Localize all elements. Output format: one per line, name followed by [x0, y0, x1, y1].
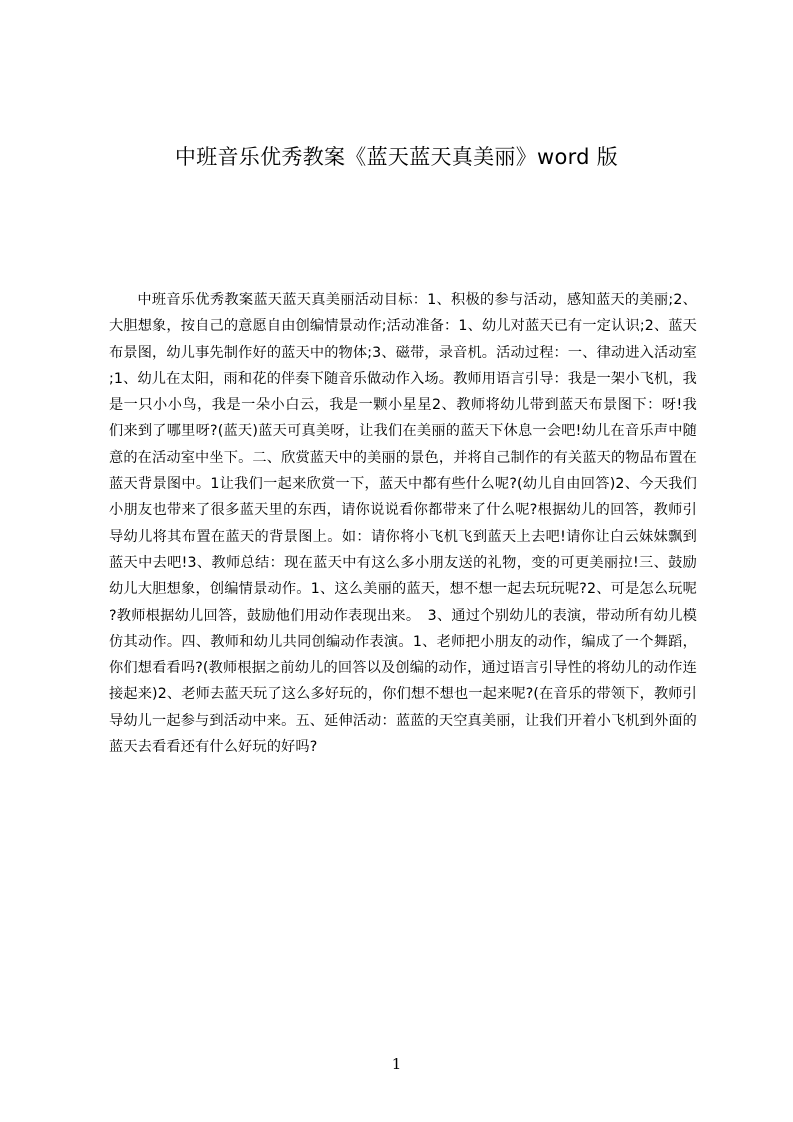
document-title: 中班音乐优秀教案《蓝天蓝天真美丽》word 版 [174, 145, 619, 169]
body-paragraph: 中班音乐优秀教案蓝天蓝天真美丽活动目标：1、积极的参与活动，感知蓝天的美丽;2、大胆想象，按自己的意愿自由创编情景动作;活动准备：1、幼儿对蓝天已有一定认识;2、蓝天布景图，幼儿事先制作好的蓝天中的物体;3、磁带，录音机。活动过程：一、律动进入活动室;1、幼儿在太阳，雨和花的伴奏下随音乐做动作入场。教师用语言引导：我是一架小飞机，我是一只小小鸟，我是一朵小白云，我是一颗小星星2、教师将幼儿带到蓝天布景图下：呀!我们来到了哪里呀?(蓝天)蓝天可真美呀，让我们在美丽的蓝天下休息一会吧!幼儿在音乐声中随意的在活动室中坐下。二、欣赏蓝天中的美丽的景色，并将自己制作的有关蓝天的物品布置在蓝天背景图中。1让我们一起来欣赏一下，蓝天中都有些什么呢?(幼儿自由回答)2、今天我们小朋友也带来了很多蓝天里的东西，请你说说看你都带来了什么呢?根据幼儿的回答，教师引导幼儿将其布置在蓝天的背景图上。如：请你将小飞机飞到蓝天上去吧!请你让白云妹妹飘到蓝天中去吧!3、教师总结：现在蓝天中有这么多小朋友送的礼物，变的可更美丽拉!三、鼓励幼儿大胆想象，创编情景动作。1、这么美丽的蓝天，想不想一起去玩玩呢?2、可是怎么玩呢?教师根据幼儿回答，鼓励他们用动作表现出来。 3、通过个别幼儿的表演，带动所有幼儿模仿其动作。四、教师和幼儿共同创编动作表演。1、老师把小朋友的动作，编成了一个舞蹈，你们想看看吗?(教师根据之前幼儿的回答以及创编的动作，通过语言引导性的将幼儿的动作连接起来)2、老师去蓝天玩了这么多好玩的，你们想不想也一起来呢?(在音乐的带领下，教师引导幼儿一起参与到活动中来。五、延伸活动：蓝蓝的天空真美丽，让我们开着小飞机到外面的蓝天去看看还有什么好玩的好吗? [109, 292, 697, 756]
page-number: 1 [391, 1055, 402, 1073]
